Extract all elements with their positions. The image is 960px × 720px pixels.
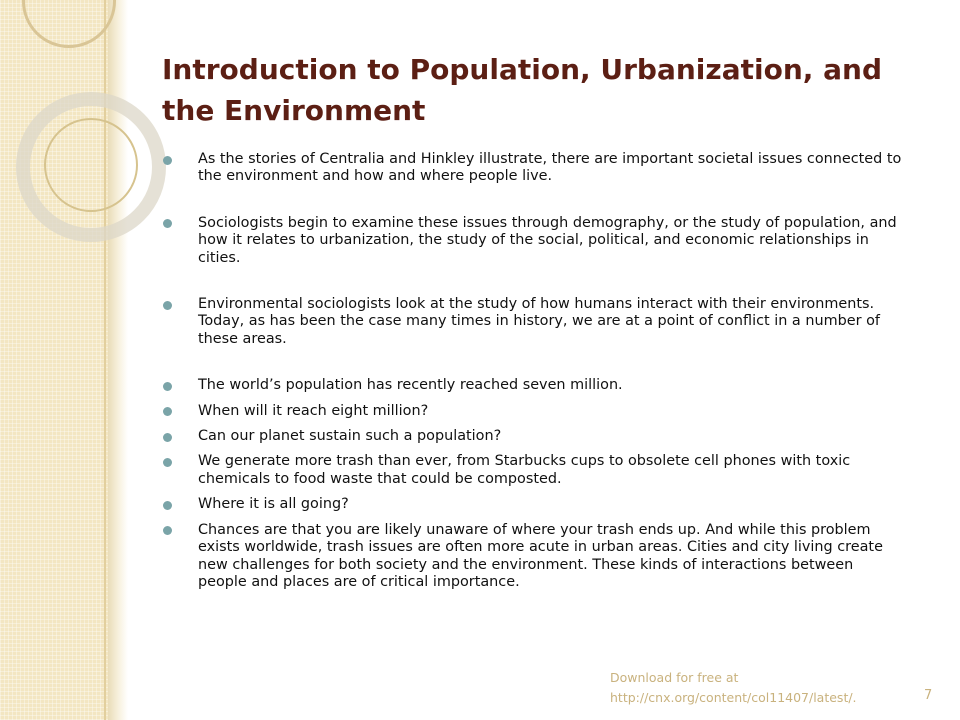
bullet-item (160, 151, 905, 186)
bullet-text: Where it is all going? (198, 496, 349, 513)
page-number: 7 (924, 688, 933, 703)
bullet-text: Sociologists begin to examine these issues through demography, or the study of population, and how it relates to urbanization, the study of the social, political, and economic relationships in cities. (198, 214, 897, 266)
bullet-text: We generate more trash than ever, from Starbucks cups to obsolete cell phones with toxic chemicals to food waste that could be composted. (198, 453, 851, 487)
bullet-text: When will it reach eight million? (198, 402, 429, 419)
bullet-item (160, 296, 905, 348)
footer-link[interactable]: http://cnx.org/content/col11407/latest/. (610, 690, 857, 705)
bullet-dot-icon (163, 219, 172, 228)
bullet-text: Can our planet sustain such a population? (198, 428, 502, 445)
bullet-dot-icon (163, 501, 172, 510)
bullet-dot-icon (163, 156, 172, 165)
bullet-dot-icon (163, 382, 172, 391)
footer-source (610, 668, 857, 708)
bullet-list (160, 151, 905, 591)
bullet-dot-icon (163, 407, 172, 416)
bullet-item (160, 403, 905, 420)
bullet-dot-icon (163, 433, 172, 442)
bullet-item (160, 377, 905, 394)
bullet-item (160, 215, 905, 267)
bullet-item (160, 496, 905, 513)
bullet-text: Chances are that you are likely unaware of where your trash ends up. And while this problem exists worldwide, trash issues are often more acute in urban areas. Cities and city living create new challenges for both society and the environment. These kinds of interactions between people and places are of critical importance. (198, 521, 883, 590)
bullet-dot-icon (163, 458, 172, 467)
decorative-ring-icon (44, 118, 138, 212)
bullet-text: Environmental sociologists look at the study of how humans interact with their environments. Today, as has been the case many times in history, we are at a point of conflict in a number of these areas. (198, 296, 880, 347)
bullet-text: The world’s population has recently reached seven million. (198, 377, 623, 394)
slide-title: Introduction to Population, Urbanization, and the Environment (162, 53, 883, 127)
bullet-dot-icon (163, 301, 172, 310)
bullet-dot-icon (163, 526, 172, 535)
bullet-item (160, 522, 905, 592)
bullet-item (160, 453, 905, 488)
bullet-item (160, 428, 905, 445)
bullet-text: As the stories of Centralia and Hinkley illustrate, there are important societal issues connected to the environment and how and where people live. (198, 151, 902, 185)
footer-line: Download for free at (610, 670, 739, 685)
